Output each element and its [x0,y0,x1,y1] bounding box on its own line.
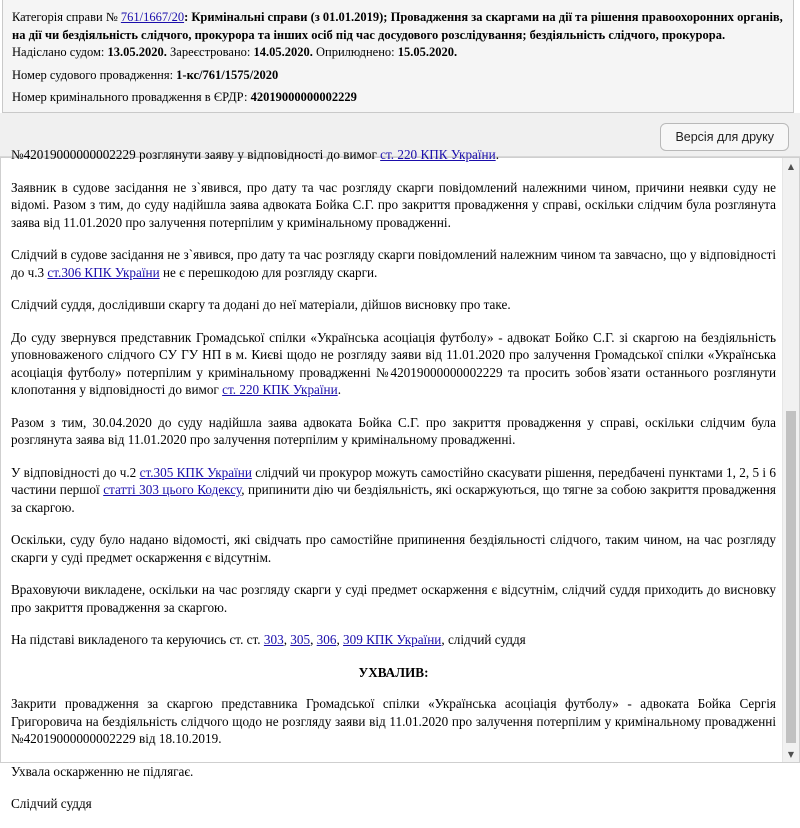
law-link[interactable]: ст. 220 КПК України [380,147,496,162]
category-text: : Кримінальні справи (з 01.01.2019); Провадження за скаргами на дії та рішення правоохоронних органів, на дії чи бездіяльність слідчого, прокурора та інших осіб під час досудового розслідування; бездіяльність слідчого, прокурора. [12,10,783,42]
paragraph: Оскільки, суду було надано відомості, які свідчать про самостійне припинення бездіяльності слідчого, таким чином, на час розгляду скарги у суді предмет оскарження є відсутнім. [11,532,776,565]
law-link[interactable]: 306 [316,632,337,647]
law-link[interactable]: 303 [263,632,284,647]
case-dates [12,44,783,62]
scroll-up-icon[interactable]: ▲ [787,161,795,171]
paragraph: Враховуючи викладене, оскільки на час розгляду скарги у суді предмет оскарження є відсутнім, слідчий суддя приходить до висновку про закриття провадження за скаргою. [11,582,776,615]
law-link[interactable]: ст. 220 КПК України [222,382,338,397]
paragraph: Разом з тим, 30.04.2020 до суду надійшла заява адвоката Бойка С.Г. про закриття провадження у справі, оскільки слідчим була розглянута заява від 11.01.2020 про залучення потерпілим у кримінальному провадженні. [11,414,776,447]
vertical-scrollbar[interactable] [782,158,799,762]
paragraph: Слідчий суддя [11,796,92,811]
document-text [11,146,776,828]
law-link[interactable]: ст.305 КПК України [139,464,252,480]
criminal-case-number [12,89,783,107]
paragraph: У відповідності до ч.2 ст.305 КПК України слідчий чи прокурор можуть самостійно скасувати рішення, передбачені пунктами 1, 2, 5 і 6 частини першої статті 303 цього Кодексу, припинити дію чи бездіяльність, які оскаржуються, що тягне за собою закриття провадження за скаргою. [11,464,776,515]
law-link[interactable]: ст.306 КПК України [47,264,160,280]
document-viewer[interactable] [0,147,800,811]
sent-label: Надіслано судом: [12,45,105,59]
court-case-number [12,67,783,85]
registered-label: Зареєстровано: [170,45,251,59]
paragraph: Заявник в судове засідання не з`явився, про дату та час розгляду скарги повідомлений належними чином, причини неявки суду не відомі. Разом з тим, до суду надійшла заява адвоката Бойка С.Г. про закриття провадження у справі, оскільки слідчим була розглянута заява від 11.01.2020 про залучення потерпілим у кримінальному провадженні. [11,179,776,230]
criminal-case-label: Номер кримінального провадження в ЄРДР: [12,90,248,104]
paragraph: Ухвала оскарженню не підлягає. [11,763,194,779]
case-number-link[interactable]: 761/1667/20 [120,10,185,24]
court-case-label: Номер судового провадження: [12,67,174,82]
paragraph: На підставі викладеного та керуючись ст. ст. 303, 305, 306, 309 КПК України, слідчий суддя [11,632,526,647]
ruling-heading: УХВАЛИВ: [358,664,429,680]
case-info-panel [2,0,794,113]
paragraph: №42019000000002229 розглянути заяву у відповідності до вимог ст. 220 КПК України. [11,147,499,162]
law-link[interactable]: статті 303 цього Кодексу [103,482,242,497]
law-link[interactable]: 309 КПК України [343,632,442,647]
criminal-case-value: 42019000000002229 [250,90,357,104]
law-link[interactable]: 305 [290,632,311,647]
paragraph: Слідчий в судове засідання не з`явився, про дату та час розгляду скарги повідомлений належним чином та завчасно, що у відповідності до ч.3 ст.306 КПК України не є перешкодою для розгляду скарги. [11,247,776,280]
registered-date: 14.05.2020. [253,45,313,59]
sent-date: 13.05.2020. [107,45,167,59]
scroll-down-icon[interactable]: ▼ [787,749,795,759]
print-version-button[interactable]: Версія для друку [660,123,789,151]
case-category [12,9,783,44]
paragraph: Закрити провадження за скаргою представника Громадської спілки «Українська асоціація футболу» - адвоката Бойка Сергія Григоровича на бездіяльність слідчого щодо не розгляду заяви від 11.01.2020 про залучення потерпілим у кримінальному провадженні №42019000000002229 від 18.10.2019. [11,696,776,746]
paragraph: Слідчий суддя, дослідивши скаргу та додані до неї матеріали, дійшов висновку про таке. [11,297,511,312]
court-case-value: 1-кс/761/1575/2020 [176,67,279,82]
category-label: Категорія справи № [12,10,118,24]
scroll-thumb[interactable] [786,411,796,743]
published-date: 15.05.2020. [397,45,458,59]
paragraph: До суду звернувся представник Громадської спілки «Українська асоціація футболу» - адвокат Бойко С.Г. зі скаргою на бездіяльність уповноваженого слідчого СУ ГУ НП в м. Києві щодо не розгляду заяви від 11.01.2020 про залучення Громадської спілки «Українська асоціація футболу» потерпілим у кримінальному провадженні №42019000000002229 та просить зобов`язати останнього розглянути клопотання у відповідності до вимог ст. 220 КПК України. [11,329,776,397]
published-label: Оприлюднено: [316,45,395,59]
